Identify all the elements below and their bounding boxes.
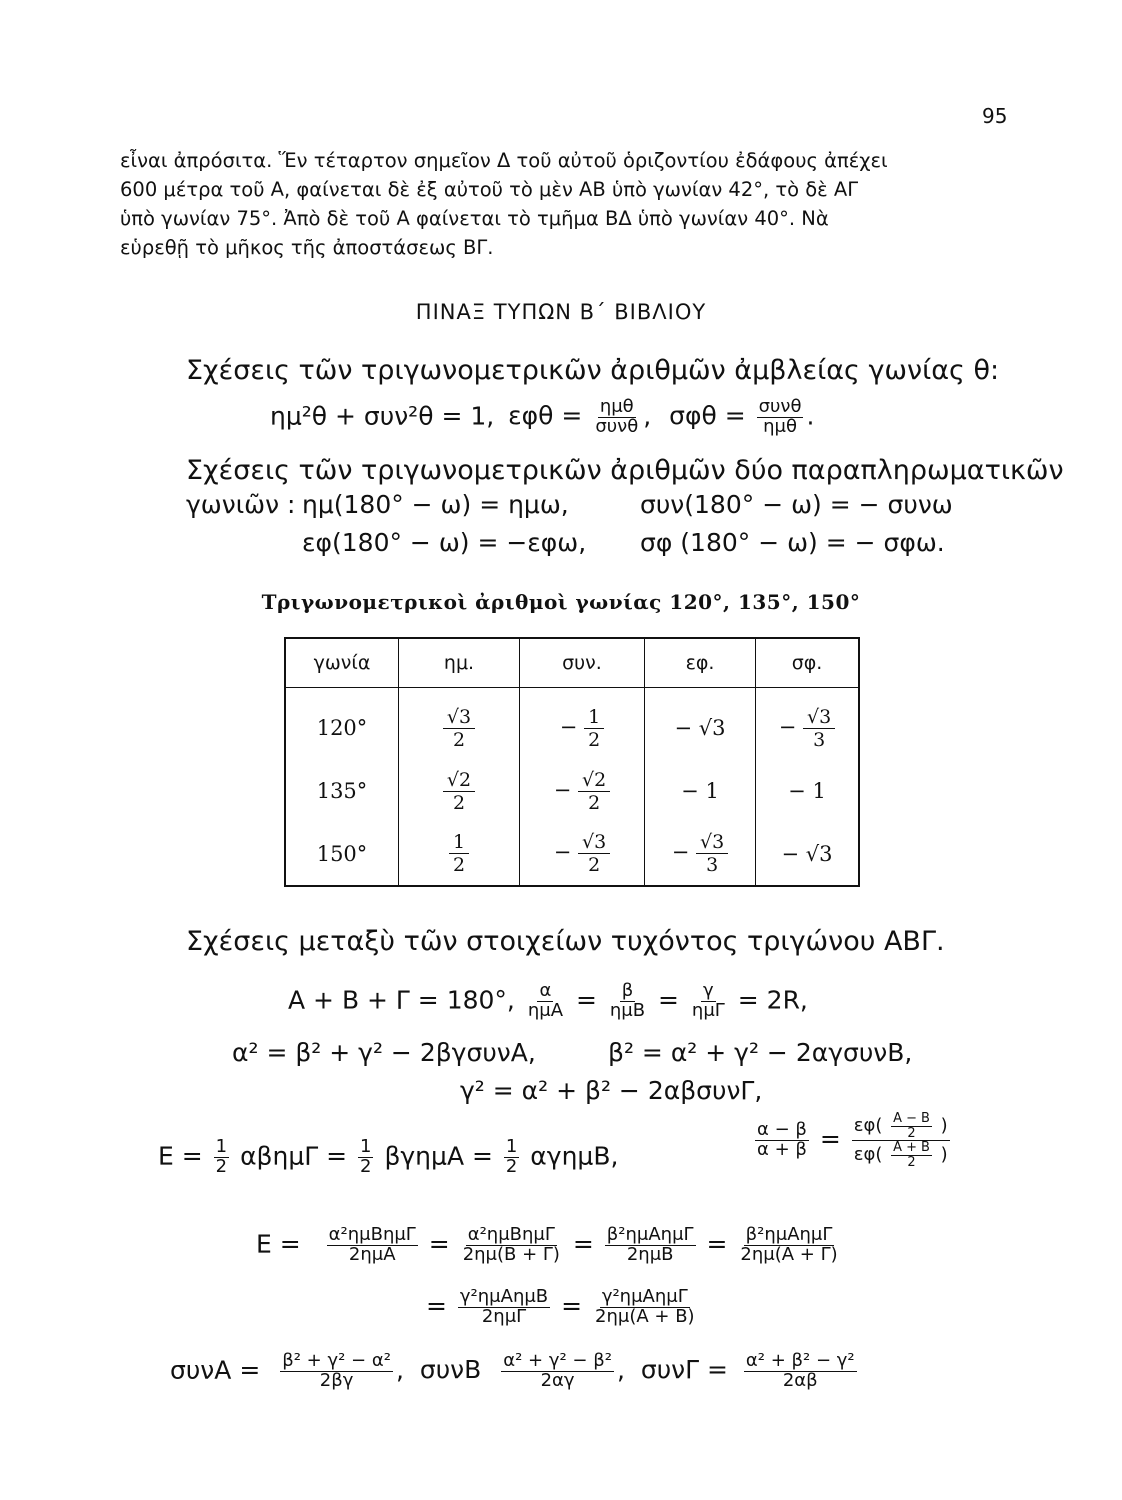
area2-frac [593, 1288, 697, 1327]
ratio-num: γ [703, 980, 714, 1001]
cos-b-lhs: συνΒ [419, 1355, 482, 1385]
sin-cell [399, 823, 520, 886]
law-of-sines-line: Α + Β + Γ = 180°, $\frac{\alpha}{\text{ημΑ}}$ = $\frac{\beta}{\text{ημΒ}}$ = $\frac{\gamma}{\text{ημΓ}}$ = 2R, [288, 980, 808, 1021]
supp-sin: ημ(180° − ω) = ημω, [302, 490, 569, 519]
header-cos: συν. [520, 638, 645, 688]
obtuse-heading: Σχέσεις τῶν τριγωνομετρικῶν ἀριθμῶν ἀμβλείας γωνίας θ: [186, 355, 1000, 386]
area2-num: α²ημΒημΓ [328, 1224, 416, 1245]
sin-den: 2 [452, 854, 466, 877]
tangent-lhs [755, 1121, 809, 1160]
tan-lhs: εφθ = [508, 401, 583, 431]
half-num: 1 [360, 1136, 372, 1157]
ratio-num: α [539, 980, 552, 1001]
header-cot: σφ. [756, 638, 860, 688]
half-sum-num: Α + Β [893, 1140, 930, 1156]
area2-den: 2ημ(Β + Γ) [462, 1243, 560, 1265]
cos-num: √3 [578, 831, 610, 854]
tan-num: √3 [696, 831, 728, 854]
half-diff-den: 2 [907, 1125, 916, 1141]
cos-num: 1 [584, 706, 604, 729]
area2-frac [461, 1226, 562, 1265]
cosines-line: συνΑ = $\frac{\text{β² + γ² − α²}}{2\beta\gamma}$ , συνΒ $\frac{\text{α² + γ² − β²}}{2\alpha\gamma}$ , συνΓ = $\frac{\text{α² + β² − γ²}}{2\alpha\beta}$ [170, 1350, 855, 1391]
cot-den: 3 [813, 728, 826, 751]
sin-num: √3 [443, 706, 475, 729]
cos-num: √2 [578, 769, 610, 792]
sine-ratio-c [690, 982, 727, 1021]
supplementary-label: γωνιῶν : [186, 490, 296, 519]
area-sines-line-1: Ε = $\frac{\text{α²ημΒημΓ}}{\text{2ημΑ}}$ = $\frac{\text{α²ημΒημΓ}}{2\eta\mu(B + \Gamma)}$ = $\frac{\text{β²ημΑημΓ}}{\text{2ημΒ}}$ = $\frac{\text{β²ημΑημΓ}}{2\eta\mu(A + \Gamma)}$ [256, 1224, 838, 1265]
table-row [285, 823, 859, 886]
cos-a-den: 2βγ [319, 1369, 354, 1391]
tangent-rhs-den: εφ( $\frac{A + B}{2}$ ) [853, 1140, 948, 1170]
tan-cell: − √3 [645, 688, 756, 761]
sin-cell [399, 760, 520, 822]
cos-cell [520, 688, 645, 761]
area2-den: 2ημΓ [481, 1305, 527, 1327]
cos-b-frac [501, 1352, 614, 1391]
section-title: ΠΙΝΑΞ ΤΥΠΩΝ Β΄ ΒΙΒΛΙΟΥ [415, 300, 707, 324]
area2-frac [605, 1226, 696, 1265]
intro-paragraph [120, 146, 1010, 262]
tan-fn: εφ [853, 1144, 876, 1166]
cos-a-num: β² + γ² − α² [282, 1350, 391, 1371]
area2-frac [738, 1226, 839, 1265]
area2-frac [458, 1288, 550, 1327]
ratio-den: ημΓ [691, 999, 725, 1021]
table-header-row [285, 638, 859, 688]
cos-b-num: α² + γ² − β² [503, 1350, 612, 1371]
area2-lhs: Ε = [256, 1229, 301, 1259]
cot-cell [756, 688, 860, 761]
ratio-num: β [621, 980, 634, 1001]
cot-cell: − 1 [756, 760, 860, 822]
sin-num: √2 [443, 769, 475, 792]
intro-line: εὑρεθῇ τὸ μῆκος τῆς ἀποστάσεως ΒΓ. [120, 236, 494, 259]
cot-sign: − [778, 714, 797, 739]
law-cos-b: β² = α² + γ² − 2αγσυνΒ, [608, 1038, 913, 1067]
sin-den: 2 [452, 728, 466, 751]
cot-fraction [757, 398, 804, 437]
cot-cell: − √3 [756, 823, 860, 886]
header-sin: ημ. [399, 638, 520, 688]
tan-fn: εφ [853, 1115, 876, 1137]
area2-den: 2ημΒ [626, 1243, 674, 1265]
cos-a-frac [280, 1352, 393, 1391]
half-fraction [358, 1138, 373, 1177]
area2-num: β²ημΑημΓ [745, 1224, 833, 1245]
sine-ratio-a [526, 982, 565, 1021]
area2-num: β²ημΑημΓ [606, 1224, 694, 1245]
tangent-lhs-den: α + β [757, 1139, 807, 1161]
intro-line: εἶναι ἀπρόσιτα. Ἕν τέταρτον σημεῖον Δ τοῦ αὐτοῦ ὁριζοντίου ἐδάφους ἀπέχει [120, 149, 888, 172]
cos-c-den: 2αβ [782, 1369, 818, 1391]
angle-sum: Α + Β + Γ = 180°, [288, 985, 515, 1015]
tangent-rule: $\frac{\alpha - \beta}{\alpha + \beta}$ = εφ( $\frac{A - B}{2}$ ) εφ( $\frac{A + B}{2}$ ) [757, 1111, 948, 1170]
half-sum-den: 2 [907, 1154, 916, 1170]
page-number: 95 [982, 104, 1008, 128]
trig-table [284, 637, 860, 887]
sin-den: 2 [452, 791, 466, 814]
obtuse-identities: ημ²θ + συν²θ = 1, εφθ = $\frac{\text{ημθ}}{\text{συνθ}}$ , σφθ = $\frac{\text{συνθ}}{\text{ημθ}}$ . [270, 396, 815, 437]
table-row [285, 760, 859, 822]
supp-tan: εφ(180° − ω) = −εφω, [302, 528, 587, 557]
area-lhs: Ε = [158, 1141, 203, 1171]
tan-fraction [593, 398, 640, 437]
law-cos-c: γ² = α² + β² − 2αβσυνΓ, [460, 1076, 763, 1105]
cos-c-num: α² + β² − γ² [745, 1350, 855, 1371]
pythagorean-identity: ημ²θ + συν²θ = 1, [270, 401, 495, 431]
angle-cell: 150° [285, 823, 399, 886]
cos-c-lhs: συνΓ = [640, 1355, 728, 1385]
half-fraction [504, 1138, 519, 1177]
cot-num: √3 [803, 706, 835, 729]
cos-a-lhs: συνΑ = [170, 1355, 261, 1385]
header-tan: εφ. [645, 638, 756, 688]
area2-num: γ²ημΑημΒ [459, 1286, 549, 1307]
ratio-den: ημΒ [609, 999, 646, 1021]
cos-den: 2 [588, 791, 601, 814]
area2-den: 2ημΑ [348, 1243, 396, 1265]
area2-den: 2ημ(Α + Γ) [740, 1243, 838, 1265]
half-den: 2 [505, 1155, 518, 1177]
supplementary-heading: Σχέσεις τῶν τριγωνομετρικῶν ἀριθμῶν δύο παραπληρωματικῶν [186, 455, 1064, 486]
cos-den: 2 [588, 728, 601, 751]
intro-line: ὑπὸ γωνίαν 75°. Ἀπὸ δὲ τοῦ Α φαίνεται τὸ τμῆμα ΒΔ ὑπὸ γωνίαν 40°. Νὰ [120, 207, 829, 230]
cos-sign: − [559, 714, 578, 739]
angle-cell: 135° [285, 760, 399, 822]
header-angle: γωνία [285, 638, 399, 688]
half-num: 1 [215, 1136, 228, 1157]
table-row [285, 688, 859, 761]
tangent-lhs-num: α − β [757, 1119, 807, 1141]
area2-num: α²ημΒημΓ [467, 1224, 555, 1245]
tan-sign: − [671, 840, 690, 865]
supp-cos: συν(180° − ω) = − συνω [640, 490, 953, 519]
tan-cell [645, 823, 756, 886]
cot-den: ημθ [763, 415, 797, 437]
area-sines-line-2: = $\frac{\text{γ²ημΑημΒ}}{\text{2ημΓ}}$ = $\frac{\text{γ²ημΑημΓ}}{2\eta\mu(A + B)}$ [426, 1286, 695, 1327]
angle-cell: 120° [285, 688, 399, 761]
tan-num: ημθ [599, 396, 634, 417]
sin-num: 1 [449, 831, 469, 854]
area2-frac [327, 1226, 418, 1265]
sin-cell [399, 688, 520, 761]
area-term: αβημΓ = [240, 1141, 348, 1171]
ratio-den: ημΑ [527, 999, 564, 1021]
cos-den: 2 [588, 854, 601, 877]
supp-cot: σφ (180° − ω) = − σφω. [640, 528, 945, 557]
area2-num: γ²ημΑημΓ [601, 1286, 688, 1307]
tangent-rhs-num: εφ( $\frac{A - B}{2}$ ) [853, 1111, 948, 1141]
cos-cell [520, 823, 645, 886]
cos-sign: − [553, 840, 572, 865]
area-line [158, 1138, 618, 1177]
half-fraction [214, 1138, 229, 1177]
tan-den: 3 [706, 854, 719, 877]
cos-sign: − [553, 777, 572, 802]
half-diff-num: Α − Β [893, 1111, 930, 1126]
circumradius: = 2R, [737, 985, 808, 1015]
cos-b-den: 2αγ [540, 1369, 575, 1391]
half-den: 2 [360, 1155, 372, 1177]
half-num: 1 [505, 1136, 518, 1157]
triangle-heading: Σχέσεις μεταξὺ τῶν στοιχείων τυχόντος τριγώνου ΑΒΓ. [186, 926, 945, 957]
law-cos-a: α² = β² + γ² − 2βγσυνΑ, [232, 1038, 536, 1067]
cot-num: συνθ [758, 396, 802, 417]
tan-cell: − 1 [645, 760, 756, 822]
area2-den: 2ημ(Α + Β) [595, 1305, 695, 1327]
intro-line: 600 μέτρα τοῦ Α, φαίνεται δὲ ἐξ αὐτοῦ τὸ μὲν ΑΒ ὑπὸ γωνίαν 42°, τὸ δὲ ΑΓ [120, 178, 859, 201]
half-den: 2 [215, 1155, 228, 1177]
cos-cell [520, 760, 645, 822]
tangent-rhs [852, 1112, 950, 1169]
cos-c-frac [744, 1352, 857, 1391]
table-title: Τριγωνομετρικοὶ ἀριθμοὶ γωνίας 120°, 135°, 150° [261, 590, 861, 614]
tan-den: συνθ [595, 415, 639, 437]
area-term: βγημΑ = [384, 1141, 493, 1171]
sine-ratio-b [608, 982, 647, 1021]
area-term: αγημΒ, [530, 1141, 619, 1171]
cot-lhs: σφθ = [669, 401, 746, 431]
